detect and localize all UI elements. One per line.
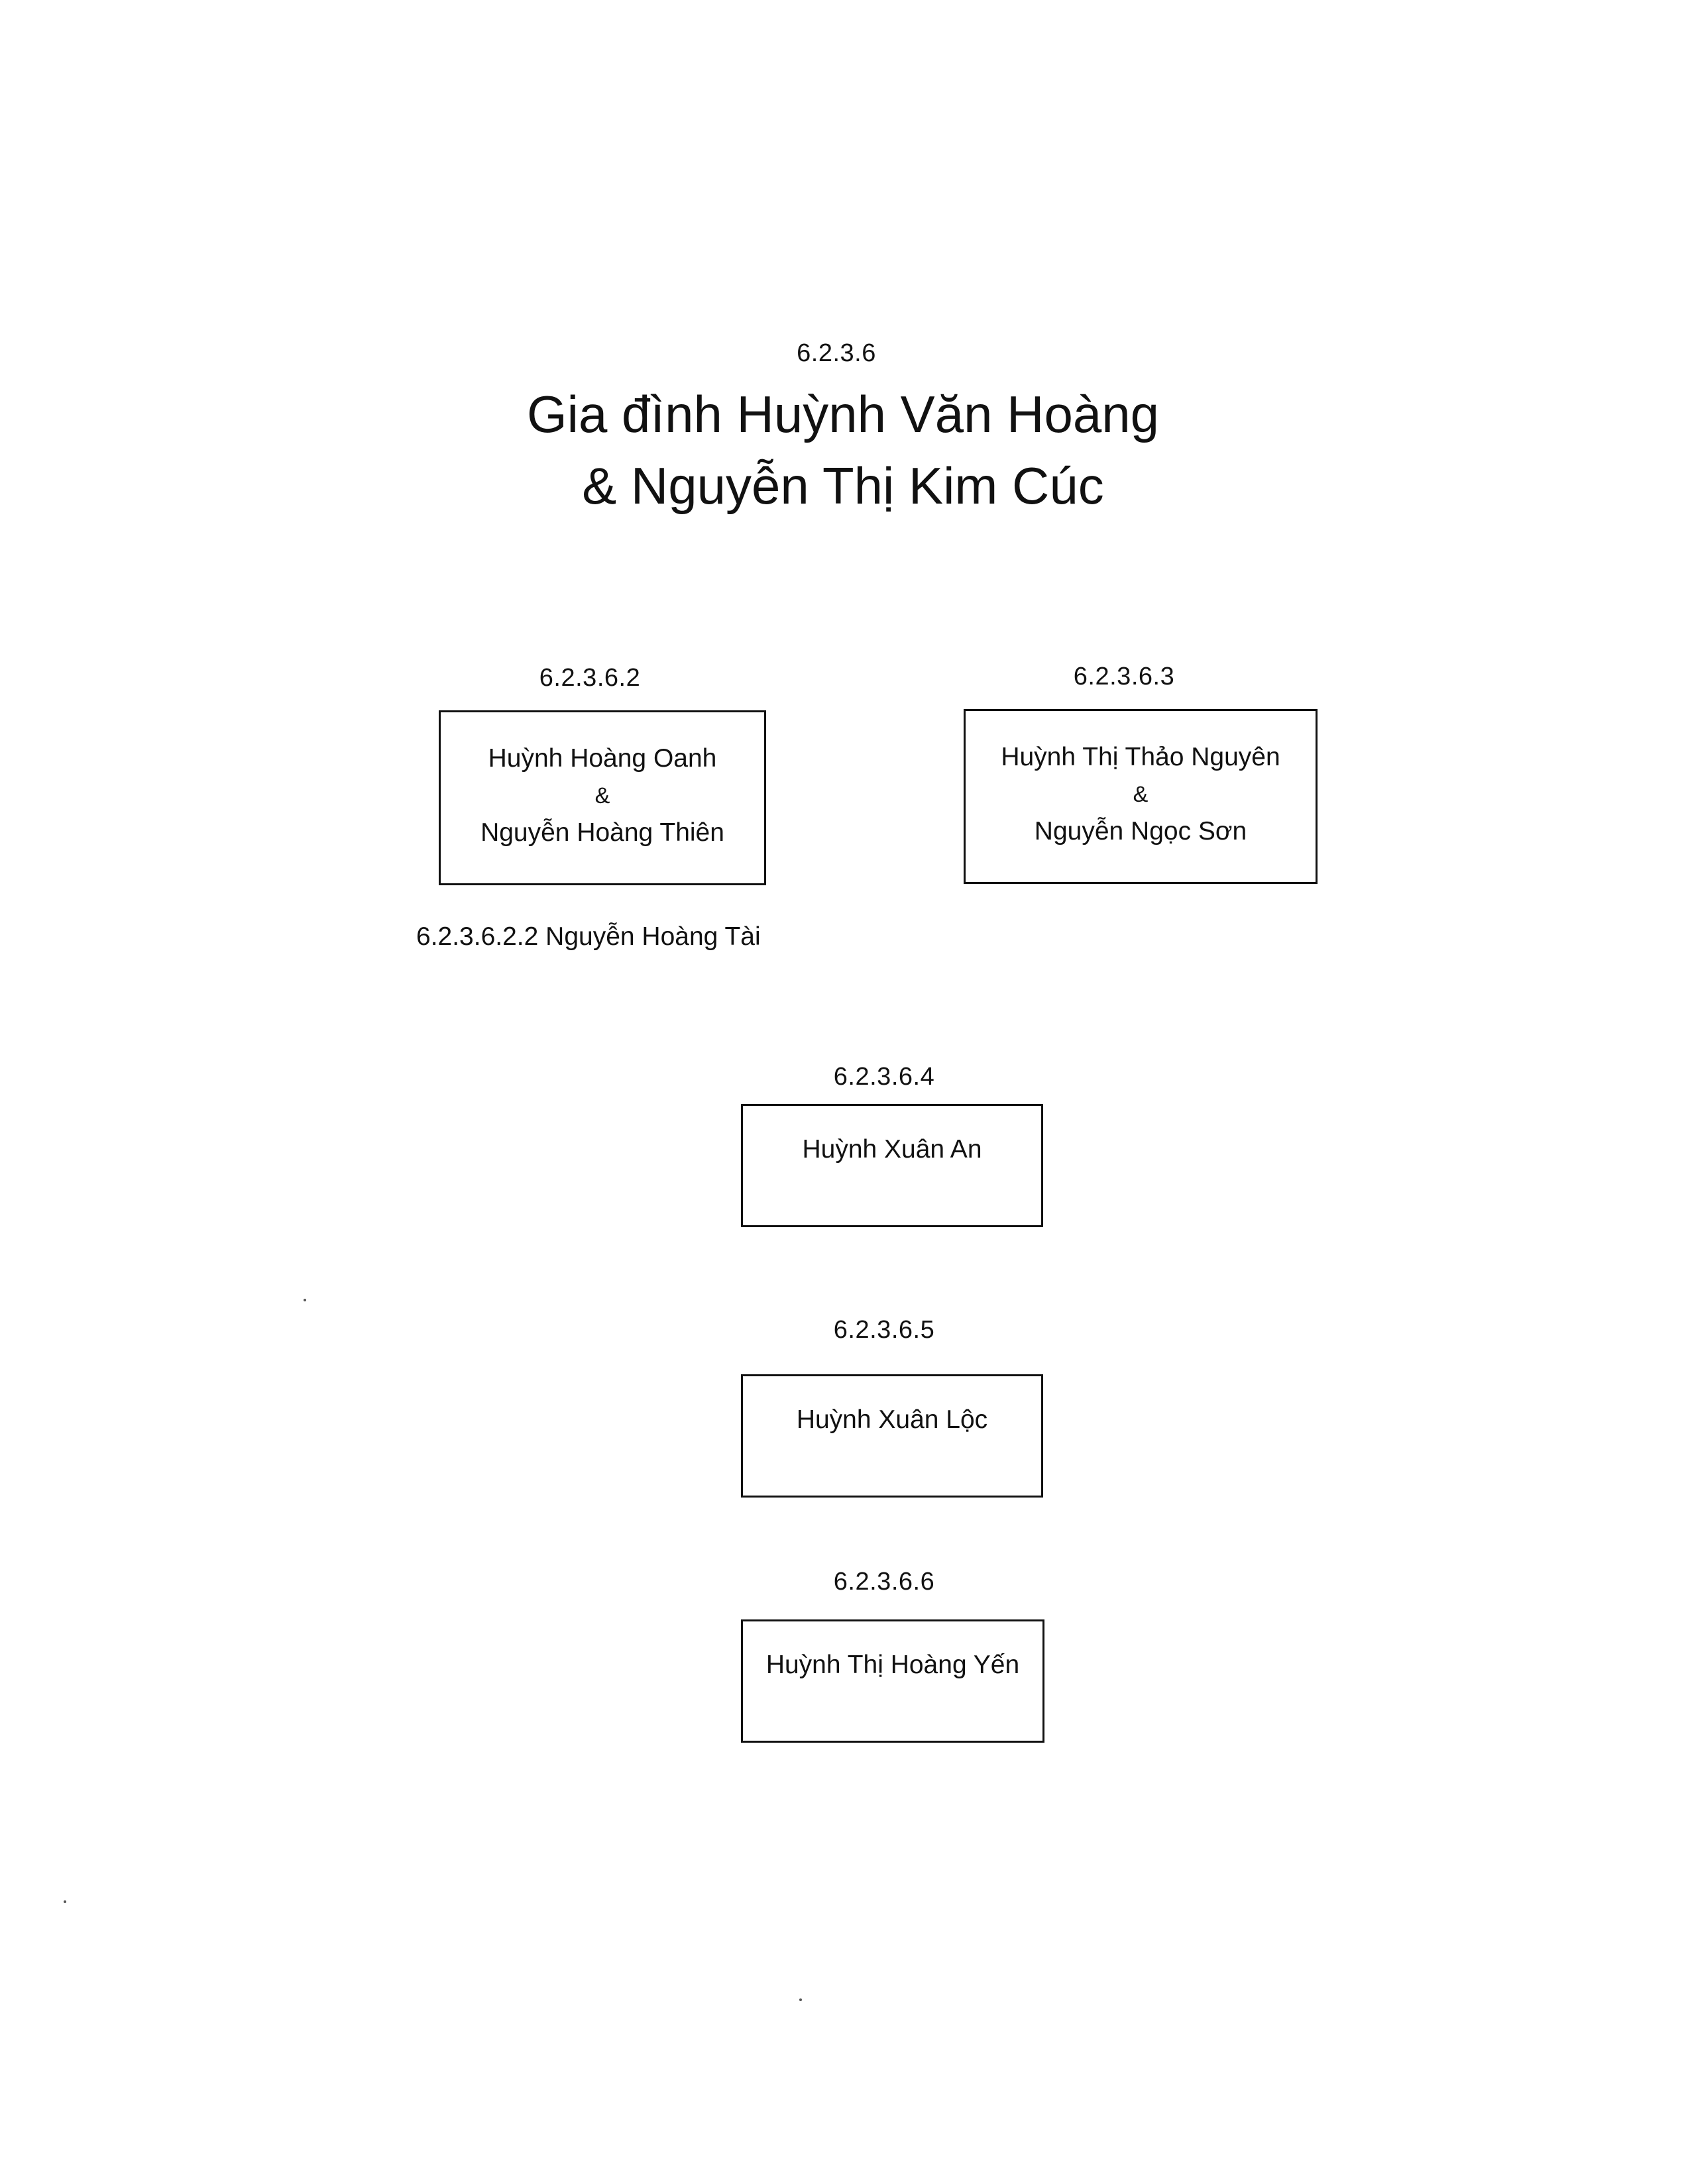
child-box (439, 710, 766, 885)
child-name: Huỳnh Thị Hoàng Yến (765, 1651, 1020, 1679)
scan-speck (304, 1299, 306, 1301)
child-number: 6.2.3.6.2 (539, 664, 641, 692)
ampersand: & (1133, 782, 1149, 807)
child-name: Huỳnh Xuân An (802, 1135, 982, 1164)
child-box (964, 709, 1318, 884)
child-number: 6.2.3.6.4 (833, 1063, 935, 1091)
child-name: Huỳnh Thị Thảo Nguyên (1001, 743, 1280, 771)
grandchild-entry: 6.2.3.6.2.2 Nguyễn Hoàng Tài (416, 922, 761, 951)
child-box (741, 1104, 1043, 1227)
spouse-name: Nguyễn Hoàng Thiên (480, 818, 724, 847)
child-name: Huỳnh Hoàng Oanh (488, 744, 717, 773)
child-box (741, 1619, 1044, 1743)
child-number: 6.2.3.6.3 (1073, 663, 1175, 690)
family-number: 6.2.3.6 (797, 339, 876, 367)
scan-speck (799, 1998, 802, 2001)
spouse-name: Nguyễn Ngọc Sơn (1034, 817, 1247, 846)
child-number: 6.2.3.6.6 (833, 1568, 935, 1596)
child-name: Huỳnh Xuân Lộc (796, 1405, 988, 1434)
scan-speck (64, 1900, 66, 1903)
child-number: 6.2.3.6.5 (833, 1316, 935, 1344)
page-title-line-2: & Nguyễn Thị Kim Cúc (582, 457, 1104, 515)
child-box (741, 1374, 1043, 1498)
ampersand: & (594, 783, 610, 808)
page-title-line-1: Gia đình Huỳnh Văn Hoàng (527, 385, 1159, 443)
